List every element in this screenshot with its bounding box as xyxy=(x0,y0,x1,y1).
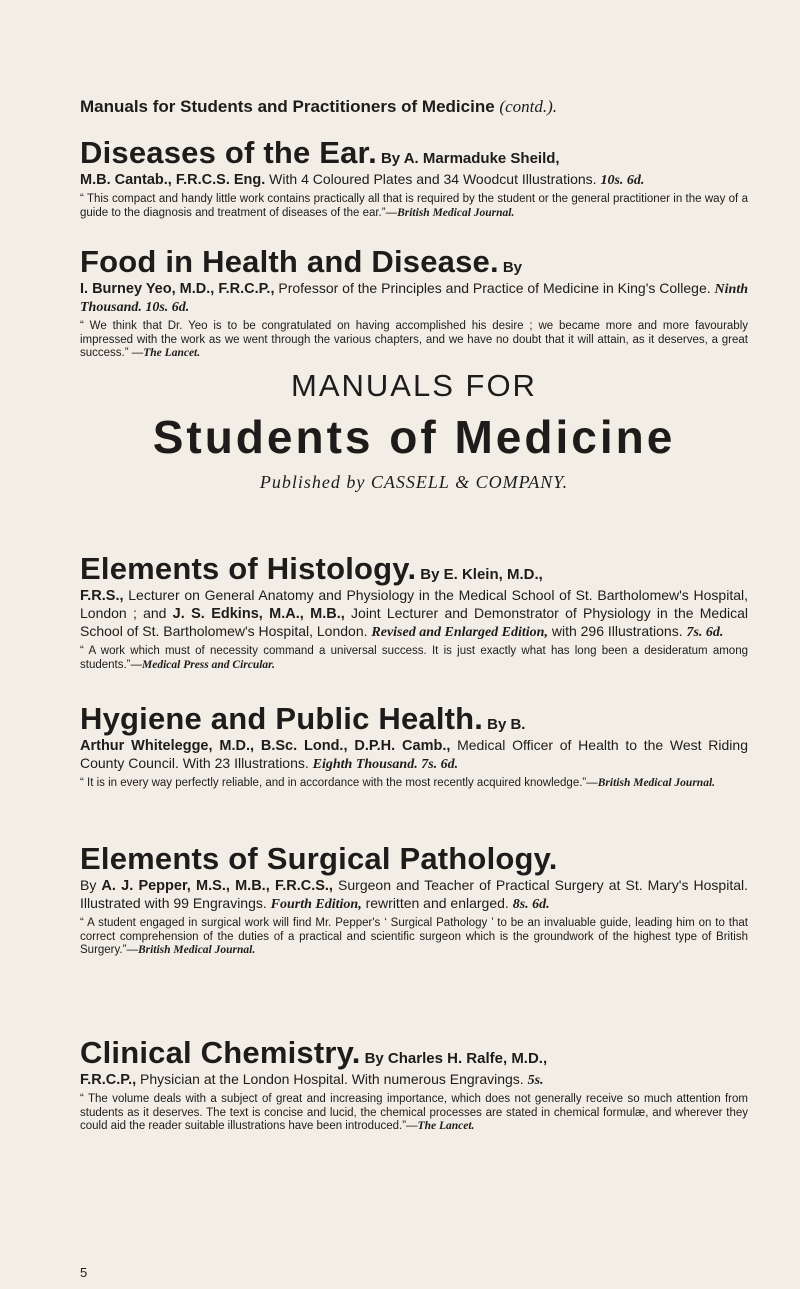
desc-run: 8s. 6d. xyxy=(512,897,550,912)
entry-review-quote xyxy=(80,777,748,791)
desc-run: I. Burney Yeo, M.D., F.R.C.P., xyxy=(80,281,275,297)
entry-byline: By Charles H. Ralfe, M.D., xyxy=(364,1050,548,1067)
desc-run: With 4 Coloured Plates and 34 Woodcut Illustrations. xyxy=(265,171,601,187)
desc-run: Arthur Whitelegge, M.D., B.Sc. Lond., D.P.H. Camb., xyxy=(80,738,451,754)
entry-description xyxy=(80,1071,748,1089)
running-head-text: Manuals for Students and Practitioners of Medicine xyxy=(80,97,495,116)
entry-title: Food in Health and Disease. xyxy=(80,244,499,279)
entry-review-quote xyxy=(80,917,748,958)
quote-run: “ A student engaged in surgical work will find Mr. Pepper's ‘ Surgical Pathology ’ to be an invaluable guide, leading him on to that correct comprehension of the duties of a practical and scientific surgeon which is the groundwork of the highest type of British Surgery.”— xyxy=(80,917,748,956)
desc-run: Joint Lecturer and Demonstrator of Physiology in the Medical School of St. Bartholomew's Hospital, London. xyxy=(80,605,748,639)
book-entry xyxy=(80,246,748,361)
entry-heading xyxy=(80,703,748,734)
desc-run: Physician at the London Hospital. With numerous Engravings. xyxy=(136,1071,528,1087)
desc-run: Lecturer on General Anatomy and Physiology in the Medical School of St. Bartholomew's Hospital, London ; and xyxy=(80,587,748,621)
desc-run: Eighth Thousand. 7s. 6d. xyxy=(312,757,459,772)
banner-heading: Students of Medicine xyxy=(152,411,676,463)
entry-heading xyxy=(80,843,748,874)
desc-run: M.B. Cantab., F.R.C.S. Eng. xyxy=(80,172,266,188)
entry-byline: By B. xyxy=(487,716,526,733)
banner-publisher: Published by CASSELL & COMPANY. xyxy=(259,472,569,492)
desc-run: with 296 Illustrations. xyxy=(547,623,687,639)
entry-byline: By E. Klein, M.D., xyxy=(420,566,543,583)
book-entry xyxy=(80,137,748,220)
book-entry xyxy=(80,1037,748,1134)
book-entry xyxy=(80,843,748,958)
book-entry xyxy=(80,703,748,791)
running-head-suffix: (contd.). xyxy=(499,97,558,116)
page-number: 5 xyxy=(80,1265,88,1280)
book-entry xyxy=(80,553,748,672)
entry-review-quote xyxy=(80,1093,748,1134)
desc-run: F.R.C.P., xyxy=(80,1072,137,1088)
desc-run: 5s. xyxy=(527,1073,544,1088)
entry-title: Elements of Histology. xyxy=(80,551,417,586)
desc-run: Medical Officer of Health to the West Riding County Council. With 23 Illustrations. xyxy=(80,737,748,771)
desc-run: By xyxy=(80,877,102,893)
entry-description xyxy=(80,587,748,641)
quote-run: British Medical Journal. xyxy=(397,206,515,219)
quote-run: The Lancet. xyxy=(417,1120,475,1132)
entry-heading xyxy=(80,1037,748,1068)
entry-description xyxy=(80,877,748,913)
entry-byline: By xyxy=(502,259,523,276)
desc-run: A. J. Pepper, M.S., M.B., F.R.C.S., xyxy=(101,878,333,894)
entry-review-quote xyxy=(80,645,748,672)
desc-run: Fourth Edition, xyxy=(270,897,362,912)
entry-heading xyxy=(80,553,748,584)
entry-title: Diseases of the Ear. xyxy=(80,135,377,170)
quote-run: “ A work which must of necessity command a universal success. It is just exactly what has long been a desideratum among students.”— xyxy=(80,645,748,671)
entry-title: Clinical Chemistry. xyxy=(80,1035,361,1070)
entry-heading xyxy=(80,137,748,168)
desc-run: J. S. Edkins, M.A., M.B., xyxy=(172,606,345,622)
quote-run: British Medical Journal. xyxy=(597,777,716,789)
entry-description xyxy=(80,280,748,316)
entry-title: Elements of Surgical Pathology. xyxy=(80,841,558,876)
desc-run: Professor of the Principles and Practice of Medicine in King's College. xyxy=(274,280,715,296)
entry-description xyxy=(80,737,748,773)
entry-review-quote xyxy=(80,193,748,220)
desc-run: Revised and Enlarged Edition, xyxy=(371,625,548,640)
quote-run: “ The volume deals with a subject of great and increasing importance, which does not generally receive so much attention from students as it deserves. The text is concise and lucid, the chemical processes are stated in chemical formulæ, and wherever they could aid the reader suitable illustrations have been introduced.”— xyxy=(80,1093,748,1132)
quote-run: The Lancet. xyxy=(143,347,201,359)
entry-review-quote xyxy=(80,320,748,361)
entry-byline: By A. Marmaduke Sheild, xyxy=(380,150,560,167)
desc-run: rewritten and enlarged. xyxy=(361,895,513,911)
publisher-banner xyxy=(80,368,748,493)
quote-run: Medical Press and Circular. xyxy=(142,658,275,671)
desc-run: F.R.S., xyxy=(80,588,124,604)
desc-run: 7s. 6d. xyxy=(686,625,724,640)
quote-run: “ We think that Dr. Yeo is to be congratulated on having accomplished his desire ; we became more and more favourably impressed with the work as we went through the various chapters, and we have no doubt that it will attain, as it deserves, a great success.” — xyxy=(80,320,748,359)
banner-subheading: MANUALS FOR xyxy=(291,368,537,403)
desc-run: Ninth Thousand. 10s. 6d. xyxy=(80,282,748,315)
quote-run: “ It is in every way perfectly reliable, and in accordance with the most recently acquired knowledge.”— xyxy=(80,777,598,789)
entry-heading xyxy=(80,246,748,277)
quote-run: “ This compact and handy little work contains practically all that is required by the student or the general practitioner in the way of a guide to the diagnosis and treatment of diseases of the ear.”— xyxy=(80,193,748,219)
entry-title: Hygiene and Public Health. xyxy=(80,701,484,736)
entry-description xyxy=(80,171,748,189)
desc-run: 10s. 6d. xyxy=(600,173,645,188)
running-head xyxy=(80,97,748,117)
desc-run: Surgeon and Teacher of Practical Surgery at St. Mary's Hospital. Illustrated with 99 Engravings. xyxy=(80,877,748,911)
quote-run: British Medical Journal. xyxy=(137,944,256,956)
